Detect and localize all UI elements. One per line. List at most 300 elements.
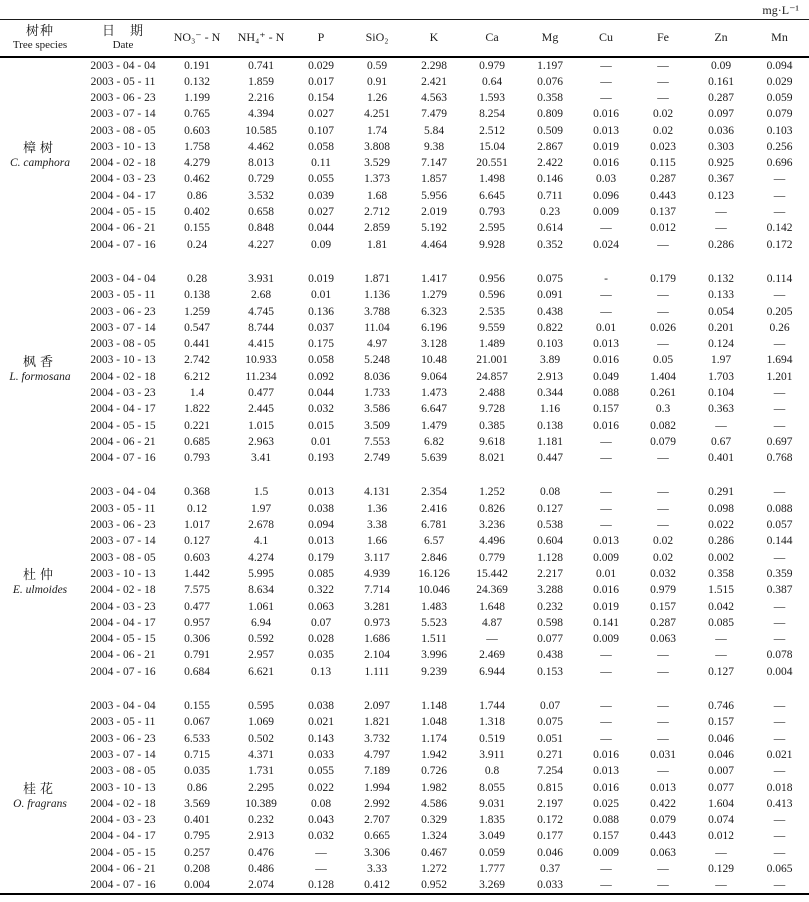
value-cell: 0.768 (766, 452, 793, 465)
table-row (0, 747, 809, 763)
date-cell: 2003 - 10 - 13 (90, 567, 156, 580)
value-cell: 0.009 (593, 633, 619, 646)
value-cell: 0.358 (537, 91, 563, 104)
value-cell: 4.464 (421, 238, 447, 251)
value-cell: — (600, 59, 612, 72)
value-cell: 0.044 (308, 386, 334, 399)
value-cell: 0.486 (248, 863, 274, 875)
value-cell: 0.024 (593, 238, 619, 251)
value-cell: 0.665 (364, 830, 390, 843)
value-cell: 10.046 (418, 584, 450, 597)
value-cell: 1.821 (364, 716, 390, 729)
value-cell: — (600, 879, 612, 892)
value-cell: — (773, 830, 786, 843)
value-cell: 0.067 (184, 716, 210, 729)
value-cell: 0.02 (652, 108, 674, 121)
value-cell: 0.603 (184, 551, 210, 564)
value-cell: 20.551 (476, 157, 508, 170)
value-cell: 1.417 (421, 272, 447, 285)
value-cell: 1.994 (364, 781, 390, 794)
value-cell: 0.519 (479, 732, 505, 745)
value-cell: 3.41 (250, 452, 272, 465)
value-cell: 0.013 (593, 124, 619, 137)
value-cell: 0.103 (537, 338, 563, 351)
value-cell: — (773, 189, 786, 202)
value-cell: — (773, 732, 786, 745)
value-cell: 11.234 (245, 370, 277, 383)
value-cell: 1.498 (479, 173, 505, 186)
value-cell: 0.476 (248, 846, 274, 859)
date-cell: 2003 - 04 - 04 (90, 59, 156, 72)
value-cell: 1.703 (708, 370, 734, 383)
table-row (0, 434, 809, 450)
value-cell: 1.373 (364, 173, 390, 186)
date-cell: 2004 - 07 - 16 (90, 452, 156, 465)
value-cell: 1.604 (708, 797, 734, 810)
value-cell: 0.027 (308, 206, 334, 219)
value-cell: — (773, 386, 786, 399)
date-cell: 2004 - 03 - 23 (90, 814, 156, 827)
group-separator (0, 466, 809, 484)
value-cell: 3.996 (421, 649, 447, 662)
value-cell: 1.835 (479, 814, 505, 827)
value-cell: 2.074 (248, 879, 274, 892)
value-cell: 0.271 (537, 748, 563, 761)
table-body (0, 57, 809, 895)
table-row (0, 450, 809, 466)
value-cell: 0.063 (308, 600, 334, 613)
value-cell: 0.208 (184, 863, 210, 875)
value-cell: 4.586 (421, 797, 447, 810)
value-cell: 1.74 (366, 124, 388, 137)
value-cell: 0.029 (308, 59, 334, 72)
value-cell: 0.075 (537, 272, 563, 285)
value-cell: 0.065 (766, 863, 793, 875)
value-cell: 0.077 (708, 781, 734, 794)
value-cell: 1.017 (184, 519, 210, 532)
value-cell: 9.38 (423, 140, 445, 153)
value-cell: 0.979 (650, 584, 676, 597)
value-cell: 0.138 (537, 419, 563, 432)
value-cell: 3.38 (366, 519, 388, 532)
value-cell: 0.016 (593, 419, 619, 432)
value-cell: — (600, 649, 612, 662)
column-header: Mn (750, 20, 809, 57)
table-row (0, 796, 809, 812)
value-cell: 0.175 (308, 338, 334, 351)
value-cell: 2.749 (364, 452, 390, 465)
value-cell: 0.598 (537, 616, 563, 629)
value-cell: 0.029 (766, 75, 793, 88)
date-cell: 2004 - 03 - 23 (90, 173, 156, 186)
date-cell: 2003 - 10 - 13 (90, 781, 156, 794)
value-cell: 2.992 (364, 797, 390, 810)
value-cell: 2.707 (364, 814, 390, 827)
value-cell: 0.043 (308, 814, 334, 827)
value-cell: 9.618 (479, 435, 505, 448)
value-cell: 2.416 (421, 502, 447, 515)
value-cell: 0.009 (593, 206, 619, 219)
table-row (0, 122, 809, 138)
value-cell: 0.02 (652, 551, 674, 564)
date-cell: 2003 - 08 - 05 (90, 124, 156, 137)
value-cell: 0.256 (766, 140, 793, 153)
value-cell: 0.01 (310, 435, 332, 448)
value-cell: 0.059 (479, 846, 505, 859)
value-cell: 0.016 (593, 108, 619, 121)
value-cell: 3.532 (248, 189, 274, 202)
value-cell: 0.088 (593, 386, 619, 399)
value-cell: 0.016 (593, 584, 619, 597)
value-cell: 0.057 (766, 519, 793, 532)
value-cell: 0.009 (593, 846, 619, 859)
value-cell: 1.015 (248, 419, 274, 432)
value-cell: 0.401 (708, 452, 734, 465)
value-cell: 0.684 (184, 665, 210, 678)
table-row (0, 271, 809, 287)
value-cell: 0.013 (593, 765, 619, 778)
value-cell: 4.496 (479, 535, 505, 548)
value-cell: 0.031 (650, 748, 676, 761)
value-cell: — (600, 305, 612, 318)
value-cell: — (657, 732, 669, 745)
value-cell: 0.016 (593, 781, 619, 794)
value-cell: 0.438 (537, 305, 563, 318)
value-cell: 0.86 (186, 781, 208, 794)
table-row (0, 106, 809, 122)
value-cell: 1.857 (421, 173, 447, 186)
value-cell: 0.051 (537, 732, 563, 745)
value-cell: 2.512 (479, 124, 505, 137)
value-cell: 0.359 (766, 567, 793, 580)
value-cell: 0.007 (708, 765, 734, 778)
value-cell: 3.788 (364, 305, 390, 318)
date-cell: 2003 - 10 - 13 (90, 140, 156, 153)
value-cell: 0.046 (708, 748, 734, 761)
table-row (0, 828, 809, 844)
value-cell: 0.027 (308, 108, 334, 121)
value-cell: — (657, 452, 669, 465)
date-cell: 2003 - 07 - 14 (90, 748, 156, 761)
date-cell: 2004 - 06 - 21 (90, 863, 156, 875)
value-cell: 8.036 (364, 370, 390, 383)
value-cell: 6.196 (421, 321, 447, 334)
value-cell: 4.87 (481, 616, 503, 629)
value-cell: 10.585 (245, 124, 277, 137)
value-cell: 0.604 (537, 535, 563, 548)
value-cell: 3.33 (366, 863, 388, 875)
value-cell: 5.84 (423, 124, 445, 137)
column-header: P (294, 20, 348, 57)
date-cell: 2003 - 05 - 11 (90, 502, 156, 515)
value-cell: 0.085 (308, 567, 334, 580)
value-cell: 0.013 (308, 486, 334, 499)
value-cell: 0.013 (593, 535, 619, 548)
group-separator-cell (0, 466, 809, 484)
value-cell: 0.291 (708, 486, 734, 499)
value-cell: 0.076 (537, 75, 563, 88)
value-cell: 2.019 (421, 206, 447, 219)
value-cell: 11.04 (364, 321, 390, 334)
value-cell: 1.694 (766, 354, 793, 367)
value-cell: 0.143 (308, 732, 334, 745)
value-cell: 3.288 (537, 584, 563, 597)
table-row (0, 812, 809, 828)
value-cell: — (600, 91, 612, 104)
value-cell: 0.191 (184, 59, 210, 72)
value-cell: 0.012 (650, 222, 676, 235)
value-cell: 0.422 (650, 797, 676, 810)
value-cell: 0.177 (537, 830, 563, 843)
value-cell: 0.64 (481, 75, 503, 88)
date-cell: 2004 - 07 - 16 (90, 879, 156, 892)
date-cell: 2004 - 05 - 15 (90, 206, 156, 219)
value-cell: 0.952 (421, 879, 447, 892)
value-cell: 1.404 (650, 370, 676, 383)
date-cell: 2003 - 06 - 23 (90, 732, 156, 745)
table-row (0, 631, 809, 647)
value-cell: — (773, 600, 786, 613)
value-cell: 0.193 (308, 452, 334, 465)
value-cell: 0.614 (537, 222, 563, 235)
value-cell: 5.192 (421, 222, 447, 235)
value-cell: 0.793 (184, 452, 210, 465)
value-cell: — (600, 732, 612, 745)
value-cell: — (657, 649, 669, 662)
value-cell: — (600, 716, 612, 729)
value-cell: 0.477 (184, 600, 210, 613)
date-cell: 2004 - 05 - 15 (90, 633, 156, 646)
value-cell: 0.462 (184, 173, 210, 186)
value-cell: — (600, 435, 612, 448)
value-cell: 1.199 (184, 91, 210, 104)
value-cell: 0.079 (650, 814, 676, 827)
value-cell: 2.963 (248, 435, 274, 448)
value-cell: 1.777 (479, 863, 505, 875)
value-cell: 0.13 (310, 665, 332, 678)
value-cell: 0.91 (366, 75, 388, 88)
value-cell: — (657, 765, 669, 778)
value-cell: 6.944 (479, 665, 505, 678)
value-cell: — (657, 700, 669, 713)
value-cell: — (657, 289, 669, 302)
value-cell: 0.286 (708, 535, 734, 548)
value-cell: 0.358 (708, 567, 734, 580)
value-cell: 0.004 (184, 879, 210, 892)
value-cell: 1.136 (364, 289, 390, 302)
table-row (0, 550, 809, 566)
value-cell: — (773, 765, 786, 778)
date-cell: 2004 - 05 - 15 (90, 846, 156, 859)
value-cell: — (657, 238, 669, 251)
value-cell: 3.269 (479, 879, 505, 892)
value-cell: 0.157 (593, 403, 619, 416)
value-cell: 0.287 (650, 173, 676, 186)
value-cell: 0.063 (650, 633, 676, 646)
value-cell: 2.867 (537, 140, 563, 153)
value-cell: 0.179 (650, 272, 676, 285)
value-cell: 0.09 (310, 238, 332, 251)
value-cell: 0.018 (766, 781, 793, 794)
value-cell: 0.077 (537, 633, 563, 646)
species-cell (0, 484, 80, 680)
value-cell: 6.645 (479, 189, 505, 202)
value-cell: 0.094 (308, 519, 334, 532)
value-cell: 0.063 (650, 846, 676, 859)
value-cell: — (486, 633, 498, 646)
value-cell: 1.111 (364, 665, 390, 678)
table-row (0, 647, 809, 663)
value-cell: 0.033 (537, 879, 563, 892)
value-cell: 2.957 (248, 649, 274, 662)
date-cell: 2003 - 08 - 05 (90, 338, 156, 351)
value-cell: 0.013 (593, 338, 619, 351)
species-column-header (0, 20, 80, 57)
value-cell: 1.201 (766, 370, 793, 383)
value-cell: 0.146 (537, 173, 563, 186)
value-cell: 0.046 (537, 846, 563, 859)
value-cell: — (773, 716, 786, 729)
value-cell: 4.371 (248, 748, 274, 761)
value-cell: 1.279 (421, 289, 447, 302)
value-cell: 0.088 (593, 814, 619, 827)
value-cell: 3.509 (364, 419, 390, 432)
value-cell: 0.088 (766, 502, 793, 515)
value-cell: 0.11 (311, 157, 331, 170)
species-name-zh: 枫香 (22, 353, 57, 369)
species-cell (0, 271, 80, 467)
value-cell: 5.956 (421, 189, 447, 202)
species-name-latin: C. camphora (9, 157, 71, 170)
value-cell: 1.982 (421, 781, 447, 794)
value-cell: 1.4 (189, 386, 205, 399)
value-cell: 24.369 (476, 584, 508, 597)
table-row (0, 155, 809, 171)
value-cell: 0.019 (593, 600, 619, 613)
date-cell: 2004 - 04 - 17 (90, 616, 156, 629)
value-cell: 1.128 (537, 551, 563, 564)
value-cell: 2.913 (248, 830, 274, 843)
value-cell: 9.239 (421, 665, 447, 678)
value-cell: 0.082 (650, 419, 676, 432)
value-cell: 3.569 (184, 797, 210, 810)
value-cell: 2.742 (184, 354, 210, 367)
value-cell: 0.01 (595, 321, 617, 334)
value-cell: 0.815 (537, 781, 563, 794)
column-header: Cu (578, 20, 634, 57)
value-cell: 0.154 (308, 91, 334, 104)
date-cell: 2003 - 06 - 23 (90, 305, 156, 318)
value-cell: 0.013 (308, 535, 334, 548)
date-cell: 2003 - 04 - 04 (90, 272, 156, 285)
value-cell: 2.217 (537, 567, 563, 580)
value-cell: 0.021 (308, 716, 334, 729)
value-cell: 2.859 (364, 222, 390, 235)
table-row (0, 417, 809, 433)
value-cell: 0.12 (186, 502, 208, 515)
value-cell: 3.236 (479, 519, 505, 532)
value-cell: 0.016 (593, 157, 619, 170)
value-cell: 16.126 (418, 567, 450, 580)
value-cell: 9.928 (479, 238, 505, 251)
value-cell: 6.647 (421, 403, 447, 416)
value-cell: 0.443 (650, 830, 676, 843)
date-cell: 2003 - 08 - 05 (90, 765, 156, 778)
value-cell: 2.678 (248, 519, 274, 532)
value-cell: 0.957 (184, 616, 210, 629)
value-cell: 3.128 (421, 338, 447, 351)
value-cell: 0.042 (708, 600, 734, 613)
value-cell: 0.144 (766, 535, 793, 548)
species-name-latin: L. formosana (9, 370, 71, 383)
value-cell: 0.596 (479, 289, 505, 302)
date-cell: 2004 - 06 - 21 (90, 222, 156, 235)
table-row (0, 484, 809, 500)
value-cell: — (773, 338, 786, 351)
value-cell: 2.422 (537, 157, 563, 170)
value-cell: 4.462 (248, 140, 274, 153)
value-cell: 0.502 (248, 732, 274, 745)
table-row (0, 287, 809, 303)
value-cell: 4.227 (248, 238, 274, 251)
date-cell: 2004 - 07 - 16 (90, 238, 156, 251)
value-cell: 1.148 (421, 700, 447, 713)
value-cell: 0.127 (708, 665, 734, 678)
value-cell: 0.002 (708, 551, 734, 564)
column-header: K (406, 20, 462, 57)
value-cell: — (657, 59, 669, 72)
table-row (0, 188, 809, 204)
value-cell: 0.441 (184, 338, 210, 351)
value-cell: 5.995 (248, 567, 274, 580)
value-cell: 0.104 (708, 386, 734, 399)
date-cell: 2004 - 04 - 17 (90, 830, 156, 843)
value-cell: 0.956 (479, 272, 505, 285)
value-cell: 0.477 (248, 386, 274, 399)
value-cell: 0.286 (708, 238, 734, 251)
value-cell: 0.07 (539, 700, 561, 713)
species-cell (0, 57, 80, 253)
value-cell: 15.442 (476, 567, 508, 580)
value-cell: 6.621 (248, 665, 274, 678)
value-cell: 3.281 (364, 600, 390, 613)
value-cell: 0.02 (652, 535, 674, 548)
value-cell: 0.085 (708, 616, 734, 629)
value-cell: — (657, 519, 669, 532)
value-cell: 0.004 (766, 665, 793, 678)
table-row (0, 320, 809, 336)
value-cell: 4.563 (421, 91, 447, 104)
value-cell: 2.846 (421, 551, 447, 564)
value-cell: — (657, 75, 669, 88)
value-cell: 0.711 (537, 189, 563, 202)
date-cell: 2003 - 05 - 11 (90, 716, 156, 729)
value-cell: 1.822 (184, 403, 210, 416)
value-cell: 3.732 (364, 732, 390, 745)
value-cell: 1.871 (364, 272, 390, 285)
value-cell: 24.857 (476, 370, 508, 383)
value-cell: 0.658 (248, 206, 274, 219)
date-cell: 2004 - 05 - 15 (90, 419, 156, 432)
value-cell: — (715, 846, 727, 859)
value-cell: 0.822 (537, 321, 563, 334)
value-cell: 0.287 (650, 616, 676, 629)
value-cell: 0.232 (537, 600, 563, 613)
value-cell: 0.137 (650, 206, 676, 219)
table-row (0, 566, 809, 582)
date-cell: 2004 - 03 - 23 (90, 600, 156, 613)
value-cell: — (315, 863, 327, 875)
